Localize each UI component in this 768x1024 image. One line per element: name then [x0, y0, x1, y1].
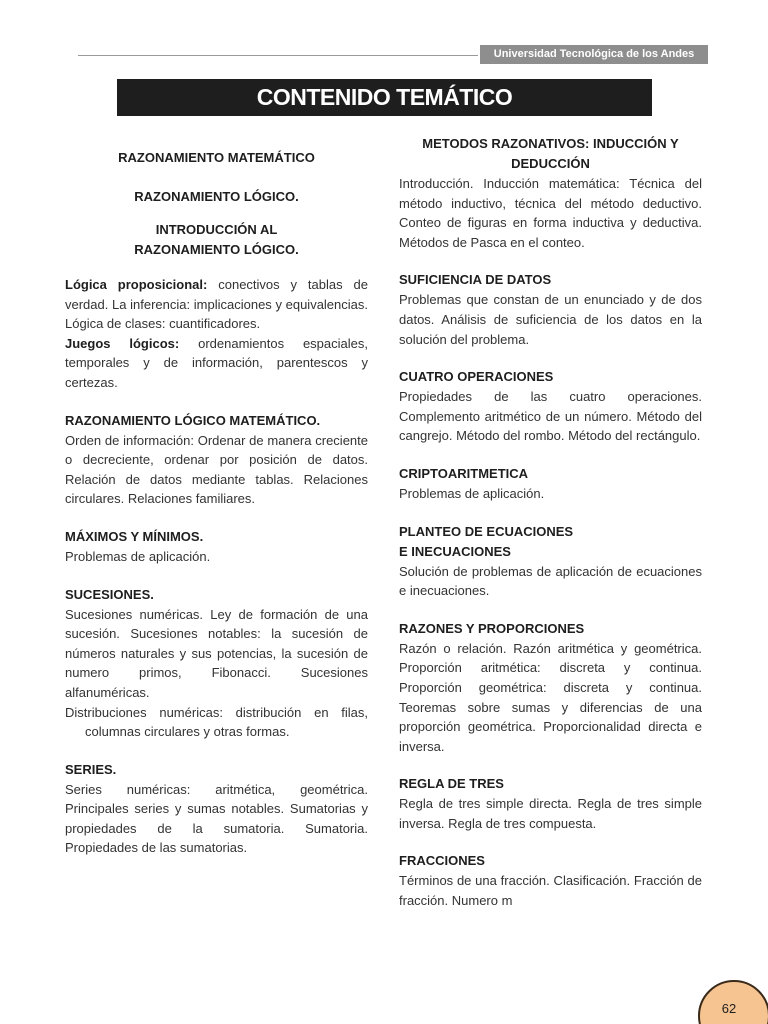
- section-text-razones: Razón o relación. Razón aritmética y geométrica. Proporción aritmética: discreta y continua. Proporción geométrica: discreta y continua. Teoremas sobre sumas y diferencias de una proporción geométrica. Proporcionalidad directa e inversa.: [399, 640, 702, 754]
- section-title-metodos: METODOS RAZONATIVOS: INDUCCIÓN Y DEDUCCIÓN: [422, 136, 679, 171]
- heading-razonamiento-matematico: RAZONAMIENTO MATEMÁTICO: [118, 150, 315, 165]
- section-title-razones: RAZONES Y PROPORCIONES: [399, 620, 585, 636]
- heading-introduccion-line1: INTRODUCCIÓN AL: [155, 222, 278, 237]
- section-text-planteo: Solución de problemas de aplicación de ecuaciones e inecuaciones.: [399, 563, 702, 599]
- section-title-planteo: [399, 522, 702, 562]
- section-text-sucesiones: Sucesiones numéricas. Ley de formación de una sucesión. Sucesiones notables: la sucesión de números naturales y sus potencias, la sucesión de numero primos, Fibonacci. Sucesiones alfanuméricas.: [65, 606, 368, 700]
- section-text-fracciones: Términos de una fracción. Clasificación. Fracción de fracción. Numero m: [399, 873, 702, 909]
- logica-proposicional-paragraph: [65, 275, 368, 334]
- section-title-rlm: RAZONAMIENTO LÓGICO MATEMÁTICO.: [65, 412, 321, 428]
- juegos-logicos-text: ordenamientos espaciales, temporales y de información, parentescos y certezas.: [65, 335, 368, 390]
- juegos-logicos-paragraph: [65, 334, 368, 393]
- logica-proposicional-text: conectivos y tablas de verdad. La inferencia: implicaciones y equivalencias. Lógica de clases: cuantificadores.: [65, 277, 368, 332]
- right-column: [399, 134, 702, 911]
- section-text-criptoaritmetica: Problemas de aplicación.: [399, 485, 545, 501]
- section-text-series: Series numéricas: aritmética, geométrica. Principales series y sumas notables. Sumatorias y propiedades de la sumatoria. Sumatoria. Propiedades de las sumatorias.: [65, 781, 368, 856]
- section-title-sucesiones: SUCESIONES.: [65, 586, 154, 602]
- section-title-suficiencia: SUFICIENCIA DE DATOS: [399, 272, 552, 288]
- heading-razonamiento-logico: RAZONAMIENTO LÓGICO.: [134, 189, 299, 204]
- section-title-criptoaritmetica: CRIPTOARITMETICA: [399, 465, 529, 481]
- section-title-regla-de-tres: REGLA DE TRES: [399, 776, 504, 792]
- section-title-planteo-line2: E INECUACIONES: [399, 543, 511, 559]
- section-text-maximos: Problemas de aplicación.: [65, 548, 211, 564]
- section-text-regla-de-tres: Regla de tres simple directa. Regla de tres simple inversa. Regla de tres compuesta.: [399, 796, 702, 831]
- section-title-fracciones: FRACCIONES: [399, 853, 485, 869]
- section-text-suficiencia: Problemas que constan de un enunciado y de dos datos. Análisis de suficiencia de los datos en la solución del problema.: [399, 292, 702, 347]
- page-title: CONTENIDO TEMÁTICO: [117, 79, 652, 116]
- section-title-series: SERIES.: [65, 761, 117, 777]
- header-rule: [78, 55, 478, 56]
- institution-header: Universidad Tecnológica de los Andes: [480, 45, 708, 64]
- section-text-metodos: Introducción. Inducción matemática: Técnica del método inductivo, técnica del método deductivo. Conteo de figuras en forma inductiva y deductiva. Métodos de Pasca en el conteo.: [399, 176, 702, 250]
- section-text-distribuciones: Distribuciones numéricas: distribución en filas, columnas circulares y otras formas.: [65, 704, 368, 740]
- page-number: 62: [721, 1001, 737, 1016]
- heading-introduccion: [65, 220, 368, 260]
- section-text-cuatro-operaciones: Propiedades de las cuatro operaciones. Complemento aritmético de un número. Método del cangrejo. Método del rombo. Método del rectángulo.: [399, 389, 702, 444]
- section-text-rlm: Orden de información: Ordenar de manera creciente o decreciente, ordenar por posición de datos. Relación de datos mediante tablas. Relaciones circulares. Relaciones familiares.: [65, 432, 368, 507]
- left-column: [65, 148, 368, 858]
- juegos-logicos-lead: Juegos lógicos:: [65, 335, 180, 351]
- section-title-maximos: MÁXIMOS Y MÍNIMOS.: [65, 528, 204, 544]
- heading-introduccion-line2: RAZONAMIENTO LÓGICO.: [134, 242, 299, 257]
- section-title-planteo-line1: PLANTEO DE ECUACIONES: [399, 523, 574, 539]
- section-title-cuatro-operaciones: CUATRO OPERACIONES: [399, 369, 554, 385]
- logica-proposicional-lead: Lógica proposicional:: [65, 277, 208, 292]
